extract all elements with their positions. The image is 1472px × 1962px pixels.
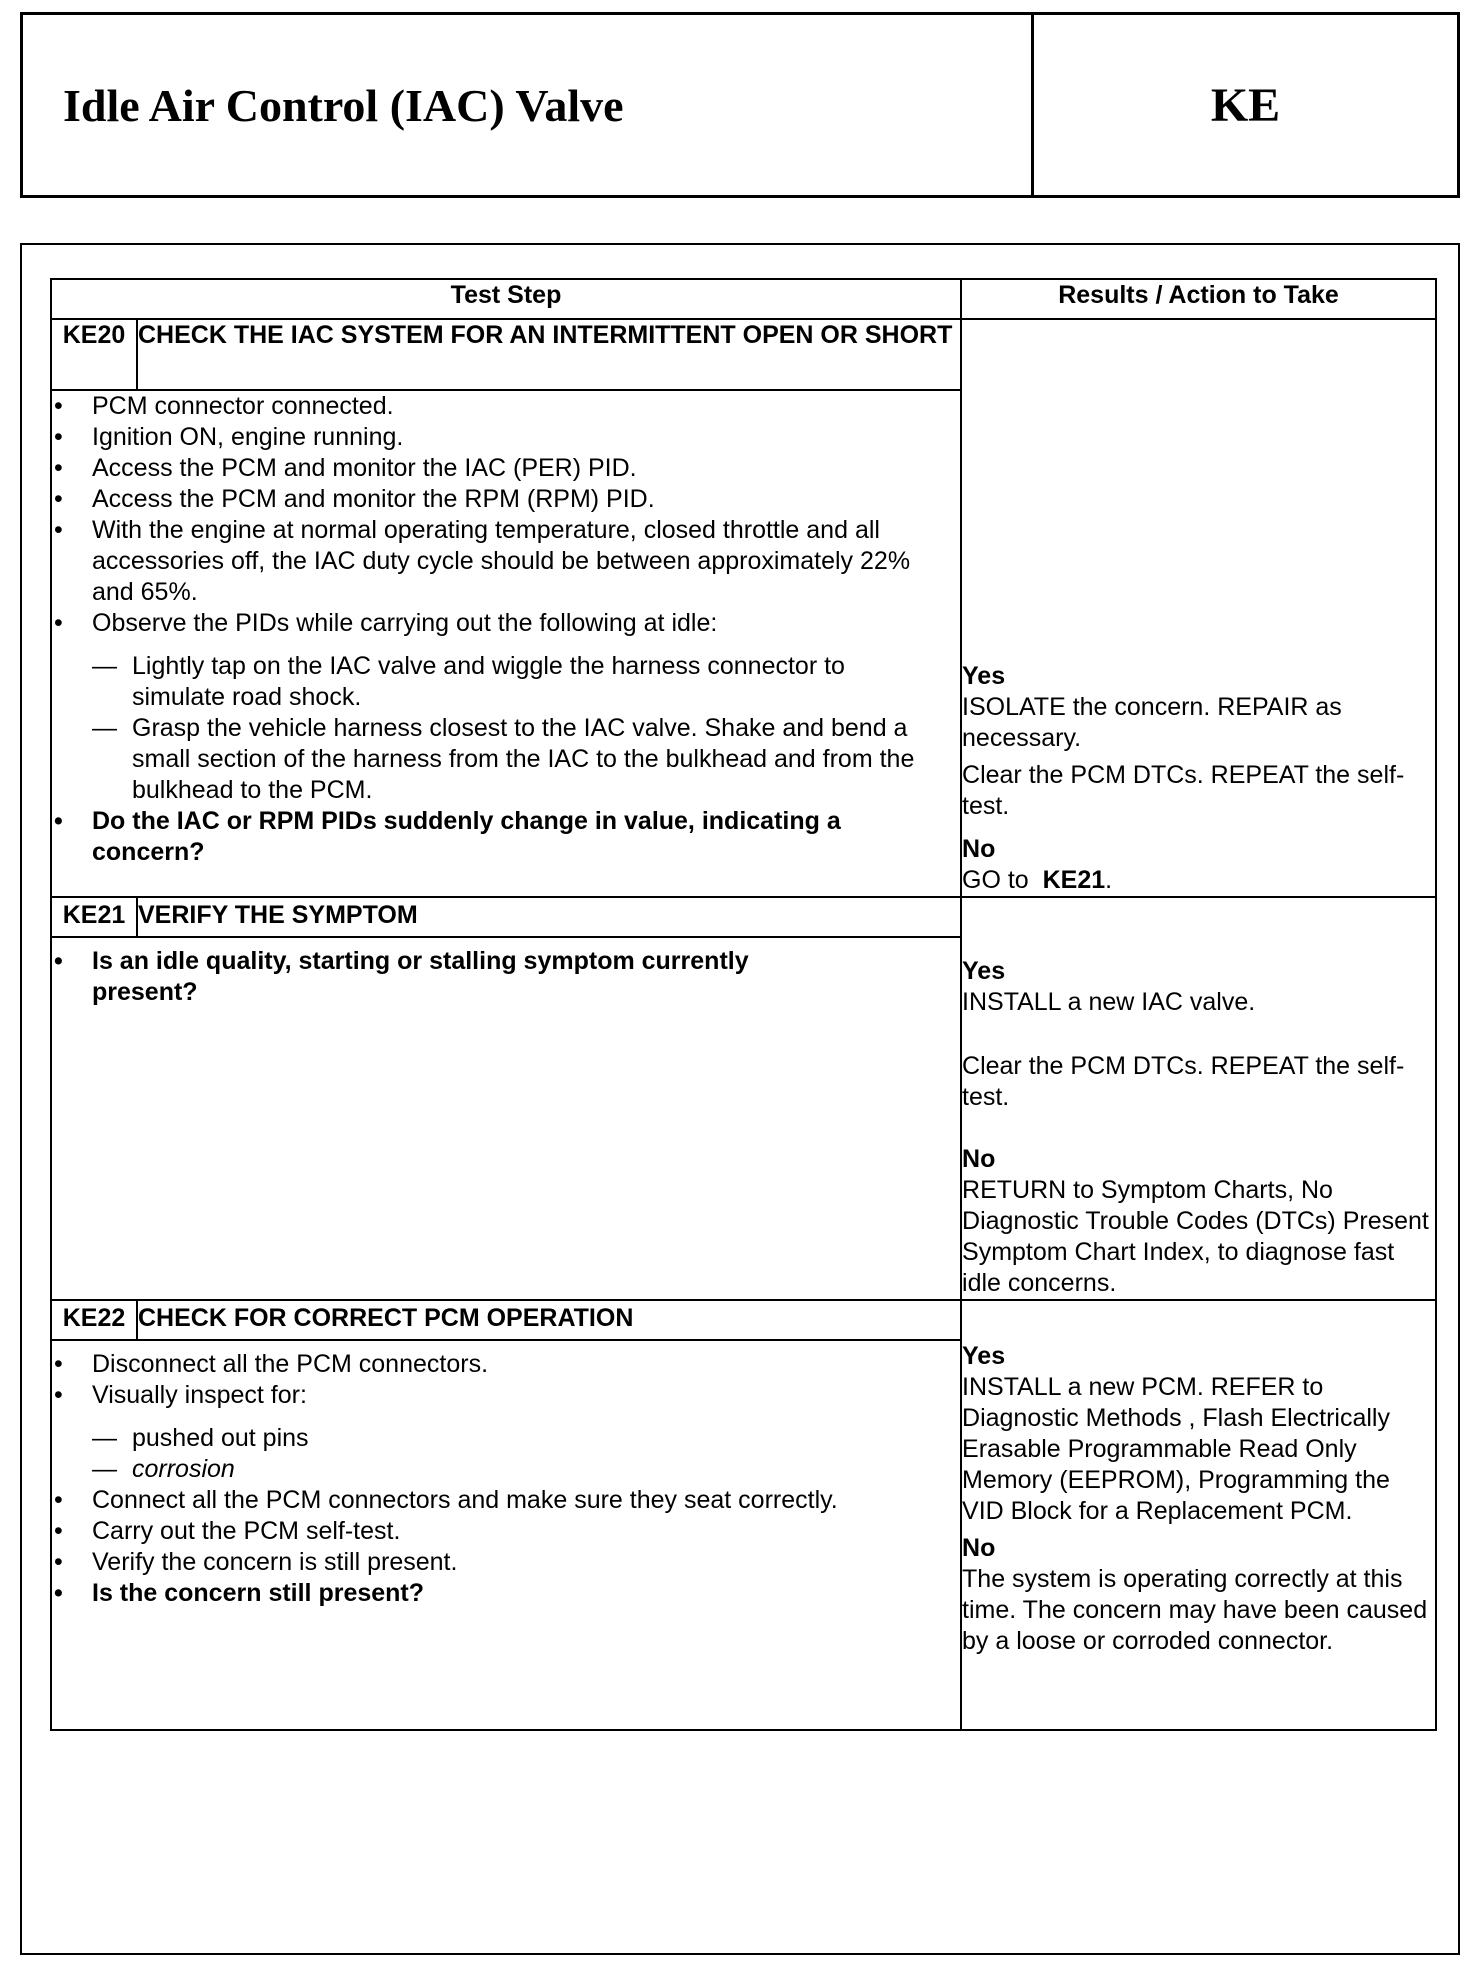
bullet-item: • Carry out the PCM self-test. — [52, 1516, 960, 1547]
yes-label: Yes — [962, 662, 1006, 690]
bullet-item: • Access the PCM and monitor the IAC (PER) PID. — [52, 453, 960, 484]
step-title: CHECK FOR CORRECT PCM OPERATION — [137, 1300, 961, 1340]
step-title-row — [51, 319, 1436, 390]
step-body — [51, 390, 961, 897]
no-label: No — [962, 835, 996, 863]
step-code: KE21 — [51, 897, 137, 937]
sub-item: — Lightly tap on the IAC valve and wiggle the harness connector to simulate road shock. — [52, 651, 960, 713]
step-result — [961, 897, 1436, 1300]
page-header — [20, 12, 1460, 198]
step-result — [961, 319, 1436, 897]
table-header-row — [51, 279, 1436, 319]
header-test-step: Test Step — [51, 279, 961, 319]
step-title-row — [51, 897, 1436, 937]
page-title: Idle Air Control (IAC) Valve — [63, 79, 624, 131]
section-code: KE — [1210, 78, 1281, 132]
step-title: CHECK THE IAC SYSTEM FOR AN INTERMITTENT OPEN OR SHORT — [137, 319, 961, 390]
sub-item: — Grasp the vehicle harness closest to the IAC valve. Shake and bend a small section of the harness from the IAC to the bulkhead and from the bulkhead to the PCM. — [52, 713, 960, 806]
yes-label: Yes — [962, 1342, 1006, 1370]
step-question: • Is an idle quality, starting or stalling symptom currently present? — [52, 946, 960, 1008]
bullet-item: • With the engine at normal operating temperature, closed throttle and all accessories off, the IAC duty cycle should be between approximately 22% and 65%. — [52, 515, 960, 608]
bullet-item: • Observe the PIDs while carrying out the following at idle: — [52, 608, 960, 639]
sub-item: — pushed out pins — [52, 1423, 960, 1454]
bullet-item: • Disconnect all the PCM connectors. — [52, 1349, 960, 1380]
no-action: RETURN to Symptom Charts, No Diagnostic Trouble Codes (DTCs) Present Symptom Chart Index, to diagnose fast idle concerns. — [962, 1176, 1429, 1297]
test-step-table — [50, 278, 1437, 1731]
no-action: The system is operating correctly at this time. The concern may have been caused by a loose or corroded connector. — [962, 1565, 1428, 1655]
step-link[interactable]: KE21 — [1042, 866, 1106, 894]
step-code: KE22 — [51, 1300, 137, 1340]
bullet-item: • PCM connector connected. — [52, 391, 960, 422]
no-label: No — [962, 1534, 996, 1562]
yes-action: INSTALL a new IAC valve. — [962, 988, 1256, 1016]
yes-action: Clear the PCM DTCs. REPEAT the self-test. — [962, 761, 1405, 820]
no-action: GO to KE21. — [962, 866, 1113, 894]
header-results: Results / Action to Take — [961, 279, 1436, 319]
step-code: KE20 — [51, 319, 137, 390]
sub-item: — corrosion — [52, 1454, 960, 1485]
bullet-item: • Connect all the PCM connectors and make sure they seat correctly. — [52, 1485, 960, 1516]
yes-label: Yes — [962, 957, 1006, 985]
step-title: VERIFY THE SYMPTOM — [137, 897, 961, 937]
yes-action: ISOLATE the concern. REPAIR as necessary. — [962, 693, 1342, 752]
bullet-item: • Verify the concern is still present. — [52, 1547, 960, 1578]
step-question: • Do the IAC or RPM PIDs suddenly change in value, indicating a concern? — [52, 806, 960, 868]
step-body — [51, 937, 961, 1300]
no-label: No — [962, 1145, 996, 1173]
bullet-item: • Access the PCM and monitor the RPM (RPM) PID. — [52, 484, 960, 515]
step-body — [51, 1340, 961, 1730]
bullet-item: • Visually inspect for: — [52, 1380, 960, 1411]
bullet-item: • Ignition ON, engine running. — [52, 422, 960, 453]
step-question: • Is the concern still present? — [52, 1578, 960, 1609]
step-result — [961, 1300, 1436, 1730]
yes-action: Clear the PCM DTCs. REPEAT the self-test. — [962, 1052, 1405, 1111]
yes-action: INSTALL a new PCM. REFER to Diagnostic Methods , Flash Electrically Erasable Programmable Read Only Memory (EEPROM), Programming the VID Block for a Replacement PCM. — [962, 1373, 1390, 1525]
step-title-row — [51, 1300, 1436, 1340]
